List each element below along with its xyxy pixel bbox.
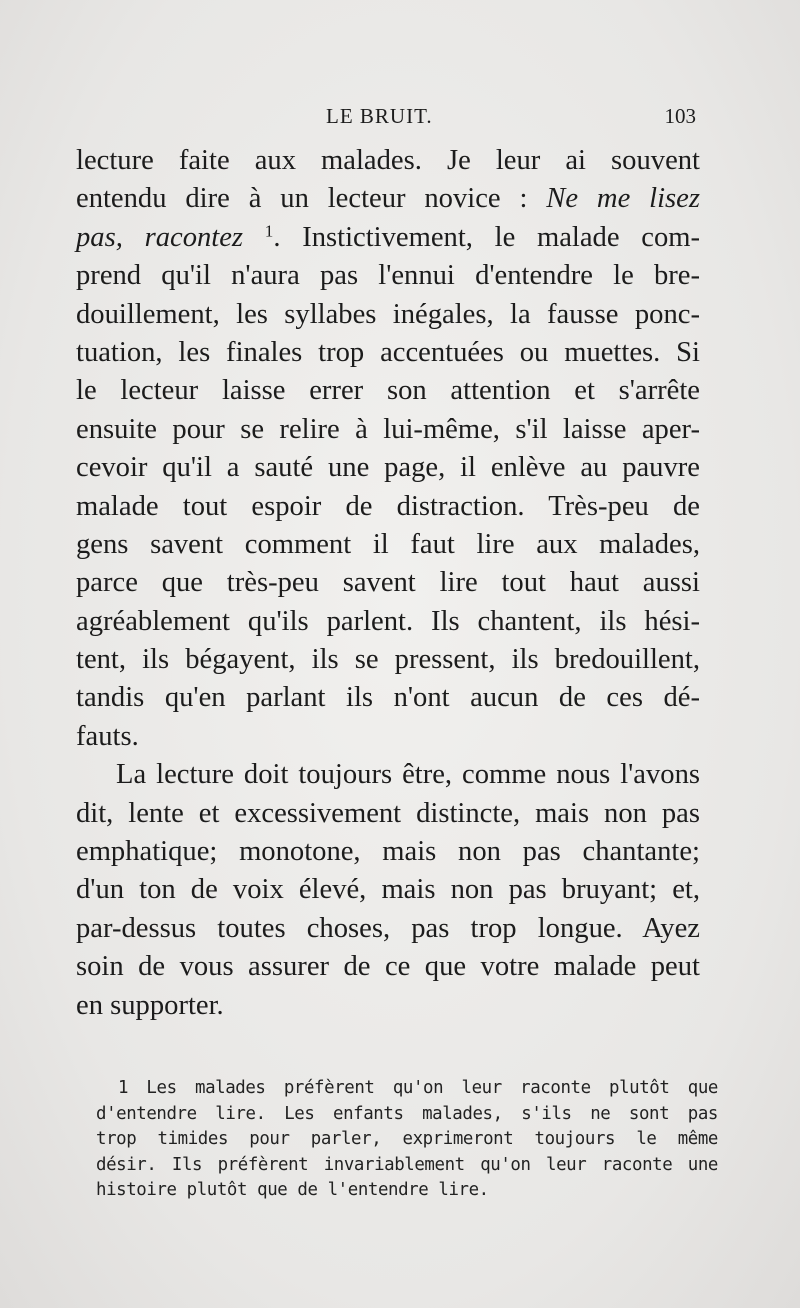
text-line: malade tout espoir de distraction. Très-peu de <box>76 490 700 522</box>
text-line <box>76 219 700 257</box>
page-number: 103 <box>664 104 696 128</box>
paragraph-2 <box>76 756 700 1025</box>
footnote-line: histoire plutôt que de l'entendre lire. <box>96 1180 489 1201</box>
text-line: dit, lente et excessivement distincte, mais non pas <box>76 797 700 829</box>
text-line: parce que très-peu savent lire tout haut aussi <box>76 567 700 599</box>
text-line: cevoir qu'il a sauté une page, il enlève au pauvre <box>76 452 700 484</box>
text-segment: entendu dire à un lecteur novice : <box>76 183 547 215</box>
paragraph-1 <box>76 142 700 756</box>
text-line: gens savent comment il faut lire aux malades, <box>76 528 700 560</box>
text-line: fauts. <box>76 720 139 752</box>
text-line: tuation, les finales trop accentuées ou muettes. Si <box>76 336 700 368</box>
text-line: lecture faite aux malades. Je leur ai souvent <box>76 145 700 176</box>
text-line: tandis qu'en parlant ils n'ont aucun de ces dé- <box>76 682 700 714</box>
italic-phrase: Ne me lisez <box>546 183 700 215</box>
text-line: prend qu'il n'aura pas l'ennui d'entendre le bre- <box>76 260 700 292</box>
text-line: d'un ton de voix élevé, mais non pas bruyant; et, <box>76 874 700 906</box>
footnote-line: trop timides pour parler, exprimeront toujours le même <box>96 1129 718 1150</box>
footnote-line: désir. Ils préfèrent invariablement qu'on leur raconte une <box>96 1154 718 1175</box>
text-line: en supporter. <box>76 989 224 1021</box>
italic-phrase: pas, racontez <box>76 221 244 253</box>
footnote-reference: 1 <box>264 221 274 241</box>
footnote-marker: 1 <box>118 1078 129 1098</box>
footnotes <box>96 1076 718 1204</box>
footnote-line: d'entendre lire. Les enfants malades, s'ils ne sont pas <box>96 1103 718 1124</box>
text-segment: . Instictivement, le malade com- <box>273 221 700 253</box>
text-line <box>76 180 700 218</box>
text-line: par-dessus toutes choses, pas trop longue. Ayez <box>76 912 700 944</box>
body-text <box>76 142 700 1025</box>
text-line: le lecteur laisse errer son attention et s'arrête <box>76 375 700 407</box>
text-line: emphatique; monotone, mais non pas chantante; <box>76 836 700 868</box>
text-line: douillement, les syllabes inégales, la fausse ponc- <box>76 298 700 330</box>
footnote-text: Les malades préfèrent qu'on leur raconte plutôt que <box>128 1078 718 1098</box>
text-line: ensuite pour se relire à lui-même, s'il laisse aper- <box>76 413 700 445</box>
text-line: tent, ils bégayent, ils se pressent, ils bredouillent, <box>76 644 700 676</box>
running-title: LE BRUIT. <box>326 104 433 128</box>
text-line: soin de vous assurer de ce que votre malade peut <box>76 951 700 983</box>
footnote-line <box>96 1076 718 1102</box>
running-head <box>76 104 696 132</box>
text-line: agréablement qu'ils parlent. Ils chantent, ils hési- <box>76 605 700 637</box>
text-line: La lecture doit toujours être, comme nous l'avons <box>116 759 700 791</box>
